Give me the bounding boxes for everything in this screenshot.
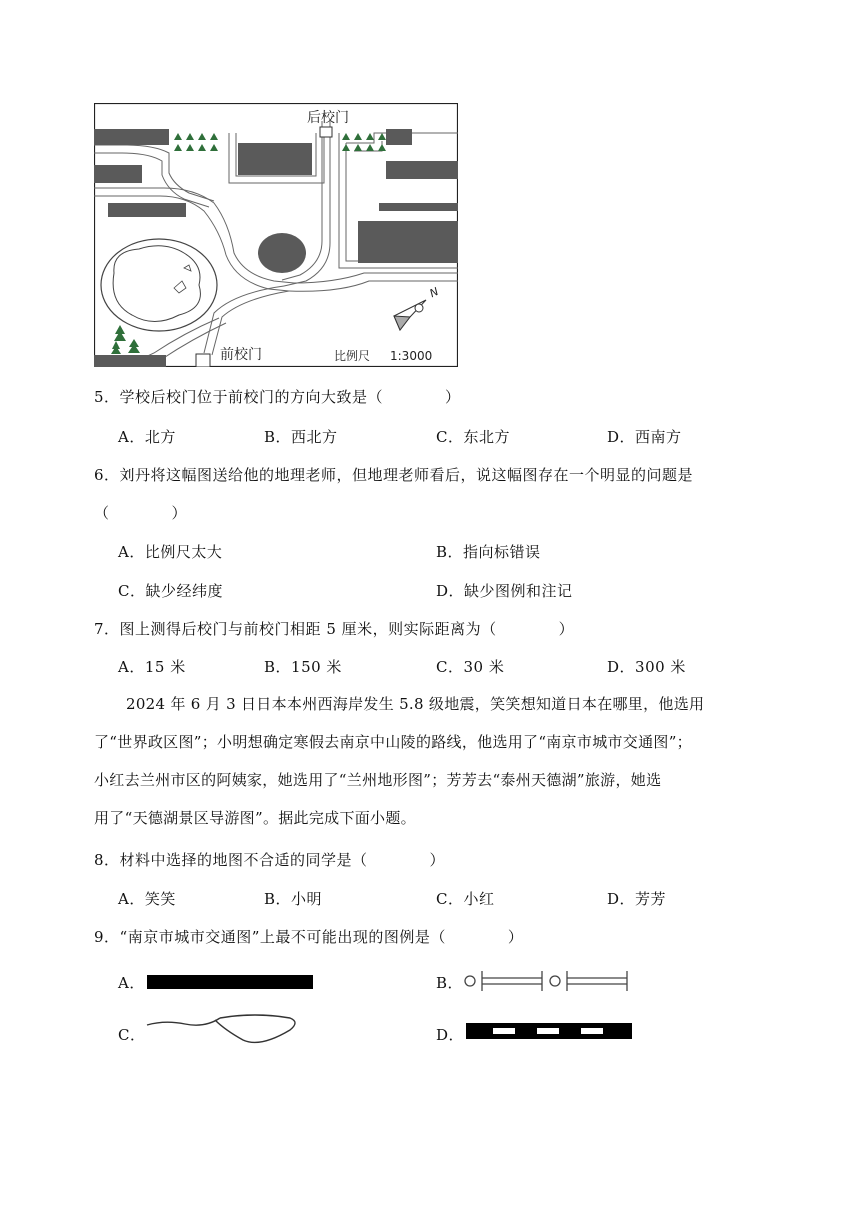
q7-option-c[interactable]: C．30 米 <box>436 658 505 676</box>
sports-field <box>258 233 306 273</box>
q5-option-d[interactable]: D．西南方 <box>607 428 682 446</box>
q7-option-d[interactable]: D．300 米 <box>607 658 686 676</box>
q9-option-d[interactable]: D． <box>436 1026 465 1044</box>
q6-option-d[interactable]: D．缺少图例和注记 <box>436 582 573 600</box>
q7-option-a[interactable]: A．15 米 <box>118 658 186 676</box>
passage-line-1: 2024 年 6 月 3 日日本本州西海岸发生 5.8 级地震，笑笑想知道日本在哪里，他选用 <box>126 695 705 713</box>
q5-option-a[interactable]: A．北方 <box>118 428 176 446</box>
question-9-text: 9．“南京市城市交通图”上最不可能出现的图例是（ ） <box>94 928 524 946</box>
q6-option-a[interactable]: A．比例尺太大 <box>118 543 223 561</box>
campus-map-svg <box>94 103 458 367</box>
question-5-text: 5．学校后校门位于前校门的方向大致是（ ） <box>94 388 461 406</box>
q9-option-b[interactable]: B． <box>436 974 464 992</box>
back-gate-label: 后校门 <box>307 110 349 126</box>
passage-line-2: 了“世界政区图”；小明想确定寒假去南京中山陵的路线，他选用了“南京市城市交通图”； <box>94 733 692 751</box>
north-label: N <box>427 284 441 301</box>
passage-line-3: 小红去兰州市区的阿姨家，她选用了“兰州地形图”；芳芳去“泰州天德湖”旅游，她选 <box>94 771 662 789</box>
front-gate-mark <box>196 354 210 367</box>
q8-option-c[interactable]: C．小红 <box>436 890 495 908</box>
q6-option-c[interactable]: C．缺少经纬度 <box>118 582 223 600</box>
scale-value: 1:3000 <box>390 349 433 363</box>
q5-option-c[interactable]: C．东北方 <box>436 428 510 446</box>
river-lake-symbol <box>145 1010 305 1050</box>
thick-black-line-symbol <box>147 973 315 991</box>
q5-option-b[interactable]: B．西北方 <box>264 428 338 446</box>
q9-symbol-a <box>147 973 315 995</box>
q8-option-a[interactable]: A．笑笑 <box>118 890 176 908</box>
back-gate-mark <box>320 127 332 137</box>
question-7-text: 7．图上测得后校门与前校门相距 5 厘米，则实际距离为（ ） <box>94 620 575 638</box>
q7-option-b[interactable]: B．150 米 <box>264 658 342 676</box>
passage-line-4: 用了“天德湖景区导游图”。据此完成下面小题。 <box>94 809 416 827</box>
q8-option-b[interactable]: B．小明 <box>264 890 323 908</box>
campus-map <box>94 103 458 367</box>
station-line-symbol <box>462 966 632 996</box>
q6-option-b[interactable]: B．指向标错误 <box>436 543 541 561</box>
q8-option-d[interactable]: D．芳芳 <box>607 890 667 908</box>
q9-option-a[interactable]: A． <box>118 974 145 992</box>
scale-label: 比例尺 <box>334 349 371 363</box>
q9-symbol-b <box>462 966 632 1000</box>
q9-option-c[interactable]: C． <box>118 1026 146 1044</box>
front-gate-label: 前校门 <box>220 347 262 363</box>
question-6-text: 6．刘丹将这幅图送给他的地理老师，但地理老师看后，说这幅图存在一个明显的问题是 <box>94 466 694 484</box>
q9-symbol-d <box>465 1021 635 1045</box>
q9-symbol-c <box>145 1010 305 1054</box>
question-8-text: 8．材料中选择的地图不合适的同学是（ ） <box>94 851 446 869</box>
railway-symbol <box>465 1021 635 1041</box>
question-6-blank: （ ） <box>94 504 188 522</box>
